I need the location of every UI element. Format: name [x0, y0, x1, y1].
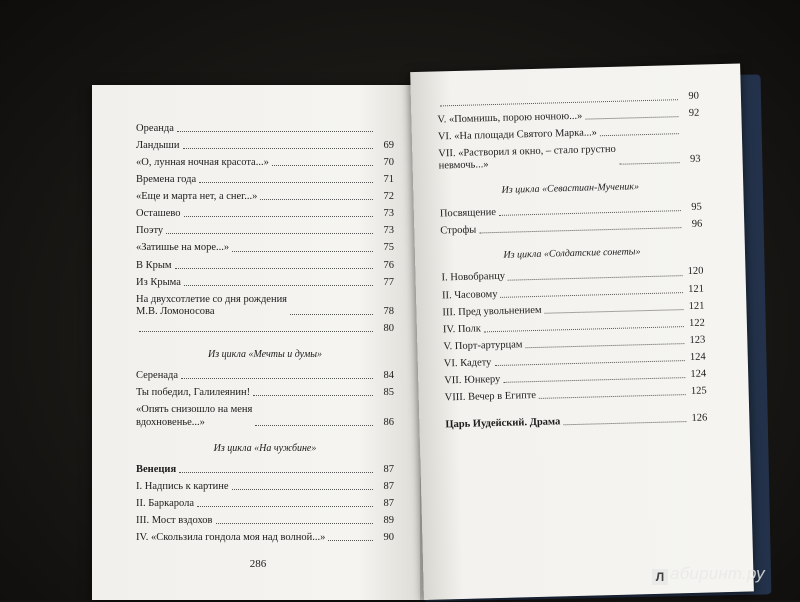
toc-entry-title: II. Баркарола	[136, 498, 197, 510]
toc-entry-title: VII. Юнкеру	[444, 374, 503, 388]
dot-leader	[184, 216, 373, 217]
dot-leader	[181, 378, 373, 379]
toc-entry-page: 122	[684, 317, 705, 330]
toc-entry-title: V. «Помнишь, порою ночною...»	[437, 111, 585, 127]
toc-entry	[136, 515, 394, 527]
toc-entry-page: 75	[373, 242, 394, 254]
dot-leader	[619, 162, 679, 165]
dot-leader	[501, 292, 683, 298]
toc-entry-page: 121	[683, 283, 704, 296]
toc-entry-title: I. Надпись к картине	[136, 481, 232, 493]
dot-leader	[166, 233, 373, 234]
toc-section-heading: Из цикла «На чужбине»	[136, 443, 394, 455]
dot-leader	[199, 182, 373, 183]
toc-entry-page: 73	[373, 225, 394, 237]
dot-leader	[216, 523, 373, 524]
toc-entry	[136, 498, 394, 510]
toc-entry	[136, 157, 394, 169]
dot-leader	[499, 210, 681, 216]
dot-leader	[255, 425, 373, 426]
dot-leader	[184, 285, 373, 286]
toc-entry-title: В Крым	[136, 260, 175, 272]
dot-leader	[232, 251, 373, 252]
toc-entry	[438, 125, 700, 144]
dot-leader	[177, 131, 373, 132]
toc-entry-title: «Затишье на море...»	[136, 242, 232, 254]
toc-entry-title: VIII. Вечер в Египте	[445, 390, 540, 405]
toc-entry-title: Строфы	[440, 224, 479, 237]
dot-leader	[526, 343, 685, 348]
toc-entry-title: II. Часовому	[442, 288, 501, 302]
dot-leader	[484, 326, 684, 332]
toc-entry-page: 84	[373, 370, 394, 382]
toc-entry-page: 87	[373, 481, 394, 493]
toc-entry	[136, 404, 394, 428]
toc-entry	[444, 368, 706, 387]
toc-entry-title: Времена года	[136, 174, 199, 186]
toc-section-heading: Из цикла «Солдатские сонеты»	[441, 245, 703, 263]
toc-entry-page: 71	[373, 174, 394, 186]
toc-section-heading: Из цикла «Севастиан-Мученик»	[439, 180, 701, 198]
toc-entry-title: Серенада	[136, 370, 181, 382]
toc-entry-page: 123	[684, 334, 705, 347]
toc-entry	[136, 260, 394, 272]
toc-entry-page: 77	[373, 277, 394, 289]
toc-entry-page: 92	[678, 108, 699, 121]
toc-entry-page	[679, 137, 700, 138]
toc-entry-title: IV. Полк	[443, 323, 484, 336]
dot-leader	[539, 394, 686, 399]
toc-entry	[443, 334, 705, 353]
toc-entry-page: 93	[679, 154, 700, 167]
watermark-logo-icon: Л	[652, 569, 668, 585]
toc-entry-page: 121	[683, 300, 704, 313]
dot-leader	[290, 314, 373, 315]
toc-entry	[443, 317, 705, 336]
page-number: 286	[92, 558, 424, 570]
toc-entry	[136, 242, 394, 254]
toc-entry	[444, 351, 706, 370]
toc-entry	[136, 191, 394, 203]
toc-entry	[442, 283, 704, 302]
dot-leader	[600, 133, 679, 136]
toc-entry-page: 69	[373, 140, 394, 152]
toc-entry	[136, 208, 394, 220]
toc-entry-page: 124	[685, 351, 706, 364]
toc-entry-title: I. Новобранцу	[441, 271, 508, 285]
toc-entry-title: III. Пред увольнением	[442, 304, 544, 319]
toc-entry	[136, 464, 394, 476]
toc-entry-title: «Опять снизошло на меня вдохновенье...»	[136, 404, 255, 428]
toc-entry	[136, 225, 394, 237]
toc-right	[437, 91, 708, 437]
toc-entry-page: 90	[373, 532, 394, 544]
toc-entry-title: V. Порт-артурцам	[443, 339, 525, 353]
toc-entry-title: «Еще и марта нет, а снег...»	[136, 191, 260, 203]
toc-entry-page: 126	[686, 412, 707, 425]
toc-entry-title: VI. Кадету	[444, 357, 495, 370]
toc-entry-page: 95	[681, 201, 702, 214]
dot-leader	[232, 489, 373, 490]
toc-entry	[442, 300, 704, 319]
toc-entry-page: 87	[373, 464, 394, 476]
toc-entry-page: 90	[678, 91, 699, 104]
toc-entry-title: Посвящение	[440, 207, 499, 221]
toc-entry-title: На двухсотлетие со дня рождения М.В. Ломоносова	[136, 294, 290, 318]
toc-entry-title: Из Крыма	[136, 277, 184, 289]
toc-entry-title: VI. «На площади Святого Марка...»	[438, 127, 600, 143]
toc-entry-page: 125	[685, 385, 706, 398]
dot-leader	[545, 309, 684, 314]
toc-entry-page: 120	[682, 266, 703, 279]
watermark	[652, 564, 765, 585]
toc-entry-page: 96	[681, 218, 702, 231]
toc-entry-page: 89	[373, 515, 394, 527]
toc-entry-title: III. Мост вздохов	[136, 515, 216, 527]
dot-leader	[479, 227, 681, 233]
toc-entry-title: Ландыши	[136, 140, 183, 152]
toc-entry	[136, 481, 394, 493]
dot-leader	[440, 99, 678, 106]
toc-entry-title: Ты победил, Галилеянин!	[136, 387, 253, 399]
toc-entry-title: «О, лунная ночная красота...»	[136, 157, 272, 169]
watermark-text: абиринт.ру	[670, 564, 765, 583]
toc-entry	[136, 387, 394, 399]
dot-leader	[183, 148, 373, 149]
toc-entry	[441, 266, 703, 285]
toc-entry	[136, 532, 394, 544]
toc-entry-title: Венеция	[136, 464, 179, 476]
toc-entry-title: IV. «Скользила гондола моя над волной...»	[136, 532, 328, 544]
dot-leader	[139, 331, 373, 332]
dot-leader	[175, 268, 373, 269]
toc-entry-page: 87	[373, 498, 394, 510]
toc-entry	[437, 91, 699, 110]
toc-entry-title: Царь Иудейский. Драма	[445, 416, 563, 431]
dot-leader	[508, 275, 682, 281]
toc-entry-page: 86	[373, 417, 394, 429]
toc-entry-page: 70	[373, 157, 394, 169]
left-page	[92, 85, 424, 600]
right-page	[410, 64, 754, 600]
toc-entry	[440, 218, 702, 237]
dot-leader	[272, 165, 373, 166]
toc-entry	[136, 140, 394, 152]
toc-entry-title: Поэту	[136, 225, 166, 237]
dot-leader	[585, 116, 678, 119]
toc-entry	[136, 323, 394, 335]
toc-left	[136, 123, 394, 549]
toc-entry	[440, 201, 702, 220]
toc-entry-page: 76	[373, 260, 394, 272]
toc-entry	[136, 174, 394, 186]
toc-entry	[445, 385, 707, 404]
toc-section-heading: Из цикла «Мечты и думы»	[136, 349, 394, 361]
toc-entry-page: 73	[373, 208, 394, 220]
dot-leader	[197, 506, 373, 507]
toc-entry-page: 124	[685, 368, 706, 381]
toc-entry	[136, 294, 394, 318]
toc-entry	[437, 108, 699, 127]
toc-entry-title: Осташево	[136, 208, 184, 220]
dot-leader	[563, 421, 686, 425]
toc-entry	[136, 277, 394, 289]
dot-leader	[260, 199, 373, 200]
toc-entry-page: 85	[373, 387, 394, 399]
toc-entry-page: 80	[373, 323, 394, 335]
toc-entry	[136, 370, 394, 382]
toc-entry	[438, 142, 701, 173]
toc-entry-title: Ореанда	[136, 123, 177, 135]
dot-leader	[253, 395, 373, 396]
toc-entry	[136, 123, 394, 135]
dot-leader	[494, 360, 684, 366]
toc-entry-page: 78	[373, 306, 394, 318]
dot-leader	[328, 540, 373, 541]
toc-entry-title: VII. «Растворил я окно, – стало грустно невмочь...»	[438, 144, 619, 173]
dot-leader	[179, 472, 373, 473]
dot-leader	[503, 377, 685, 383]
toc-entry-page: 72	[373, 191, 394, 203]
